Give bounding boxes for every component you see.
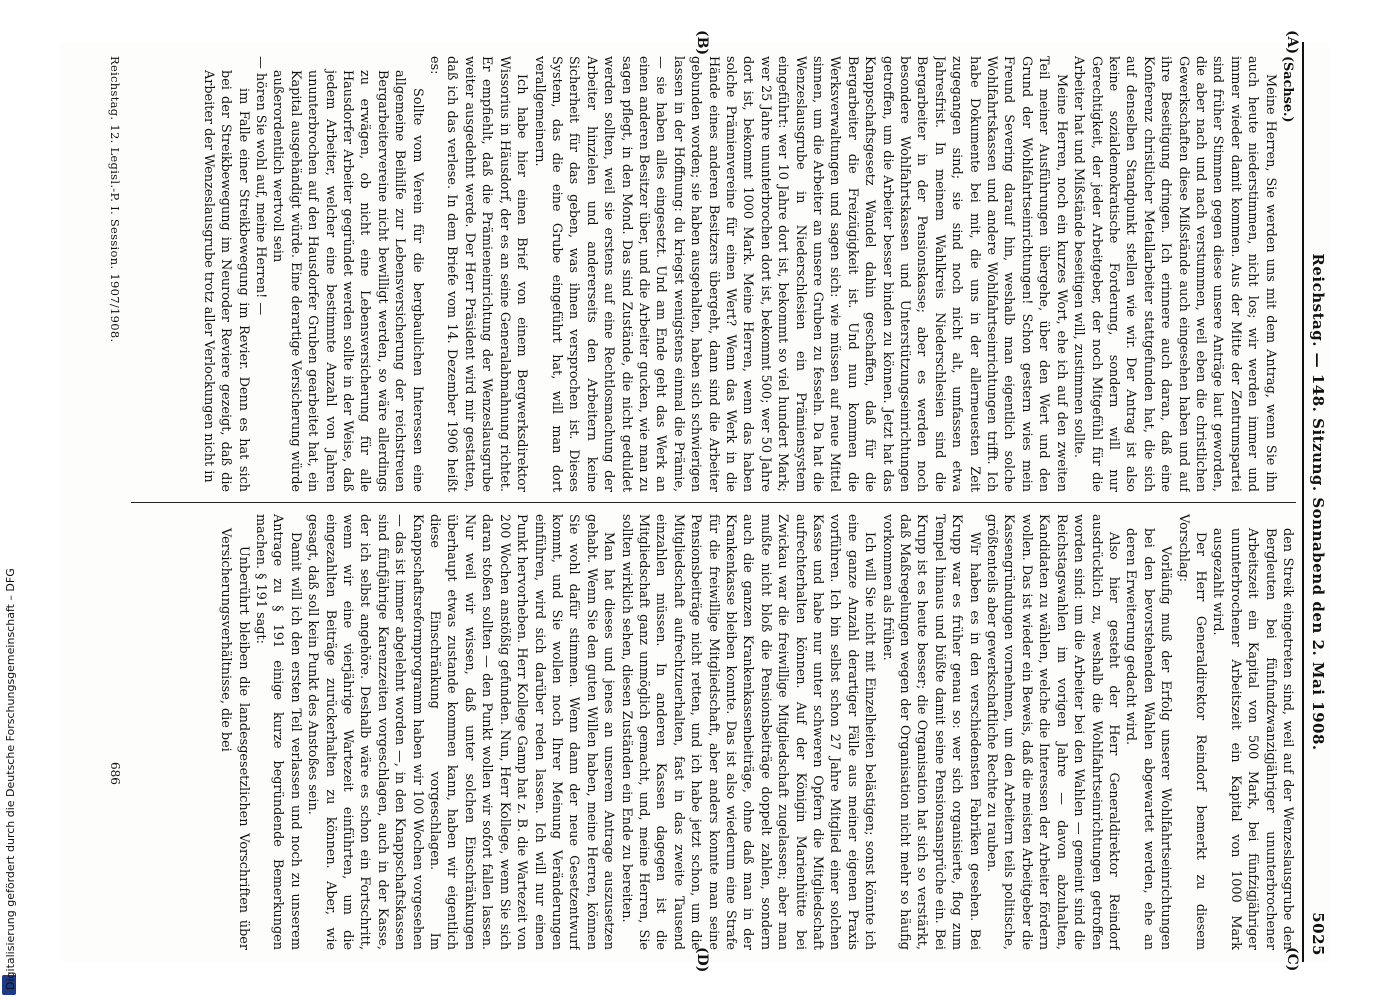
margin-marker-a: (A) [1284, 30, 1300, 55]
quoted-paragraph: Vorläufig muß der Erfolg unserer Wohlfahrtseinrichtungen bei den bevorstehenden Wahlen abgewartet werden, ehe an deren Erweiterung gedacht wird. [1123, 528, 1174, 950]
paragraph: Ich will Sie nicht mit Einzelheiten belästigen; sonst könnte ich eine ganze Anzahl derartiger Fälle aus meiner eigenen Praxis vorführen. Ich bin selbst schon 27 Jahre Mitglied einer solchen Kasse und habe nur unter schweren Opfern die Mitgliedschaft aufrechterhalten können. Auf der Königin Marienhütte bei Zwickau war die freiwillige Mitgliedschaft zugelassen; aber man mußte nicht bloß die Pensionsbeiträge doppelt zahlen, sondern auch die ganzen Krankenkassenbeiträge, ohne daß man in der Krankenkasse bleiben konnte. Das ist also wiederum eine Strafe für die freiwillige Mitgliedschaft, aber anders konnte man seine Pensionsbeiträge nicht retten, und ich habe jetzt schon, um die Mitgliedschaft aufrechtzuerhalten, fast in das zweite Tausend einzahlen müssen. In anderen Kassen dagegen ist die Mitgliedschaft ganz unmöglich gemacht, und, meine Herren, Sie sollten wirklich sehen, diesen Zuständen ein Ende zu bereiten. [618, 514, 878, 950]
speaker-tag: (Sachse.) [1280, 56, 1295, 123]
quoted-paragraph: Sollte vom Verein für die bergbaulichen Interessen eine allgemeine Beihilfe zur Lebensversicherung der reichstreuen Bergarbeitervereine nicht bewilligt werden, so wäre allerdings zu erwägen, ob nicht eine Lebensversicherung für alle Hausdorfer Arbeiter gegründet werden sollte in der Weise, daß jedem Arbeiter, welcher eine bestimmte Anzahl von Jahren ununterbrochen auf den Hausdorfer Gruben gearbeitet hat, ein Kapital ausgehändigt würde. Eine derartige Versicherung würde außerordentlich wertvoll sein [270, 70, 425, 492]
page-header [1302, 42, 1330, 962]
margin-marker-b: (B) [694, 30, 710, 56]
paragraph: Man hat dieses und jenes an unserem Antrage auszusetzen gehabt. Wenn Sie den guten Willen haben, meine Herren, können Sie wohl dafür stimmen. Wenn dann der neue Gesetzentwurf kommt, und Sie wollen noch Ihrer Meinung Veränderungen einführen, wird sich darüber reden lassen. Ich will nur einen Punkt hervorheben. Herr Kollege Gamp hat z. B. die Wartezeit von 200 Wochen anstößig gefunden. Nun, Herr Kollege, wenn Sie sich daran stoßen sollten — den Punkt wollen wir sofort fallen lassen. Nur weil wir wissen, daß unter solchen Einschränkungen überhaupt etwas zustande kommen kann, haben wir eigentlich diese Einschränkung vorgeschlagen. Im Knappschaftsreformprogramm haben wir 100 Wochen vorgesehen — das ist immer abgelehnt worden —, in den Knappschaftskassen sind fünfjährige Karenzzeiten vorgeschlagen, auch in der Kasse, der ich selbst angehöre. Deshalb wäre es schon ein Fortschritt, wenn wir eine vierjährige Wartezeit einführten, um die eingezahlten Beiträge zurückerhalten zu können. Aber, wie gesagt, daß soll kein Punkt des Anstoßes sein. [305, 514, 617, 950]
interjection: — hören Sie wohl auf, meine Herren! — [253, 56, 269, 316]
paragraph: Wir haben es in den verschiedensten Fabriken gesehen. Bei Krupp war es früher genau so: wer sich organisierte, flog zum Tempel hinaus und büßte damit seine Pensionsansprüche ein. Bei Krupp ist es heute besser; die Organisation hat sich so verstärkt, daß Maßregelungen wegen der Organisation nicht mehr so häufig vorkommen als früher. [879, 514, 982, 950]
digitization-note [0, 0, 22, 1000]
quoted-paragraph: im Falle einer Streikbewegung im Revier. Denn es hat sich bei der Streikbewegung im Neuroder Reviere gezeigt, daß die Arbeiter der Wenzeslausgrube trotz aller Verlockungen nicht in [200, 70, 251, 492]
paragraph: Meine Herren, Sie werden uns mit dem Antrag, wenn Sie ihn auch heute niederstimmen, nicht los; wir werden immer und immer wieder damit kommen. Aus der Mitte der Zentrumspartei sind früher Stimmen gegen diese unsere Anträge laut geworden, die aber nach und nach verstummen, weil eben die christlichen Gewerkschaften diese Mißstände auch eingesehen haben und auf ihre Beseitigung dringen. Ich erinnere auch daran, daß eine Konferenz christlicher Metallarbeiter stattgefunden hat, die sich auf denselben Standpunkt stellen wie wir. Der Antrag ist also keine sozialdemokratische Forderung, sondern will nur Gerechtigkeit, der jeder Arbeitgeber, der noch Mitgefühl für die Arbeiter hat und Mißstände beseitigen will, zustimmen sollte. [1071, 56, 1278, 492]
page-number: 5025 [1309, 912, 1327, 956]
margin-marker-c: (C) [1284, 947, 1300, 972]
paragraph: Damit will ich den ersten Teil verlassen und noch zu unserem Antrage zu § 191 einige kurze begründende Bemerkungen machen. § 191 sagt: [253, 514, 303, 950]
margin-marker-d: (D) [694, 947, 710, 973]
paragraph: Meine Herren, noch ein kurzes Wort, ehe ich auf den zweiten Teil meiner Ausführungen übergehe, über den Wert und den Grund der Wohlfahrtseinrichtungen! Schon gestern wies mein Freund Severing darauf hin, weshalb man eigentlich solche Wohlfahrtskassen und andere Wohlfahrtseinrichtungen trifft. Ich habe Dokumente bei mit, die uns in der allerneuesten Zeit zugegangen sind; sie sind noch nicht alt, umfassen etwa Jahresfrist. In meinem Wahlkreis Niederschlesien sind die Bergarbeiter in der Pensionskasse; aber es werden noch besondere Wohlfahrtskassen und Unterstützungseinrichtungen getroffen, um die Arbeiter besser binden zu können. Jetzt hat das Knappschaftsgesetz Wandel dahin geschaffen, daß für die Bergarbeiter die Freizügigkeit ist. Und nun kommen die Werksverwaltungen und sagen sich: wie müssen auf neue Mittel sinnen, um die Arbeiter an unsere Gruben zu fesseln. Da hat die Wenzeslausgrube in Niederschlesien ein Prämiensystem eingeführt: wer 10 Jahre dort ist, bekommt so viel hundert Mark; wer 25 Jahre ununterbrochen dort ist, bekommt 500; wer 50 Jahre dort ist, bekommt 1000 Mark. Meine Herren, wenn das haben solche Prämienvereine für einen Wert? Wenn das Werk in die Hände eines anderen Besitzers übergeht, dann sind die Arbeiter gebunden worden; sie haben ausgehalten, haben sich schwierigen lassen in der Hoffnung: du kriegst wenigstens einmal die Prämie, — sie haben alles eingesetzt. Und am Ende geht das Werk an einen anderen Besitzer über, und die Arbeiter gucken, wie man zu sagen pflegt, in den Mond. Das sind Zustände, die nicht geduldet werden sollten, weil sie erstens auf eine Rechtlosmachung der Arbeiter hinzielen und andererseits den Arbeitern keine Sicherheit für das geben, was ihnen versprochen ist. Dieses System, das die eine Grube eingeführt hat, will man dort verallgemeinern. [531, 56, 1069, 492]
paragraph: Ich habe hier einen Brief von einem Bergwerksdirektor Wissorius in Häusdorf, der es an seine Generalabmahnung richtet. Er empfiehlt, daß die Prämieneinrichtung der Wenzeslausgrube weiter ausgedehnt werde. Der Herr Präsident wird mir gestatten, daß ich das verlese. In dem Briefe vom 14. Dezember 1906 heißt es: [427, 56, 530, 492]
footer-page-number: 686 [108, 762, 122, 785]
column-divider [131, 502, 1296, 503]
page-title: Reichstag. — 148. Sitzung. Sonnabend den 2. Mai 1908. [1309, 253, 1327, 751]
footer-source: Reichstag. 12. Legisl.-P. I. Session. 1907/1908. [108, 56, 122, 343]
document-page [60, 30, 1330, 973]
quoted-paragraph: Unberührt bleiben die landesgesetzlichen Vorschriften über Versicherungsverhältnisse, die bei [218, 528, 251, 950]
paragraph: Der Herr Generaldirektor Reindorf bemerkt zu diesem Vorschlag: [1175, 514, 1208, 950]
digitization-note-text: Digitalisierung gefördert durch die Deutsche Forschungsgemeinschaft – DFG [4, 568, 17, 990]
quoted-paragraph: den Streik eingetreten sind, weil auf der Wenzeslausgrube den Bergleuten bei fünfundzwanzigjähriger ununterbrochener Arbeitszeit ein Kapital von 500 Mark, bei fünfzigjähriger ununterbrochener Arbeitszeit ein Kapital von 1000 Mark ausgezahlt wird. [1210, 528, 1295, 950]
right-column [131, 514, 1296, 950]
paragraph: Also hier gesteht der Herr Generaldirektor Reindorf ausdrücklich zu, weshalb die Wohlfahrtseinrichtungen getroffen worden sind: um die Arbeiter bei den Wahlen — gemeint sind die Reichstagswahlen im vorigen Jahre — davon abzuhalten, Kandidaten zu wählen, welche die Interessen der Arbeiter fördern wollen. Das ist wieder ein Beweis, daß die meisten Arbeitgeber die Kassengründungen vornehmen, um den Arbeitern teils politische, größtenteils aber gewerkschaftliche Rechte zu rauben. [984, 514, 1121, 950]
left-column [131, 56, 1296, 492]
